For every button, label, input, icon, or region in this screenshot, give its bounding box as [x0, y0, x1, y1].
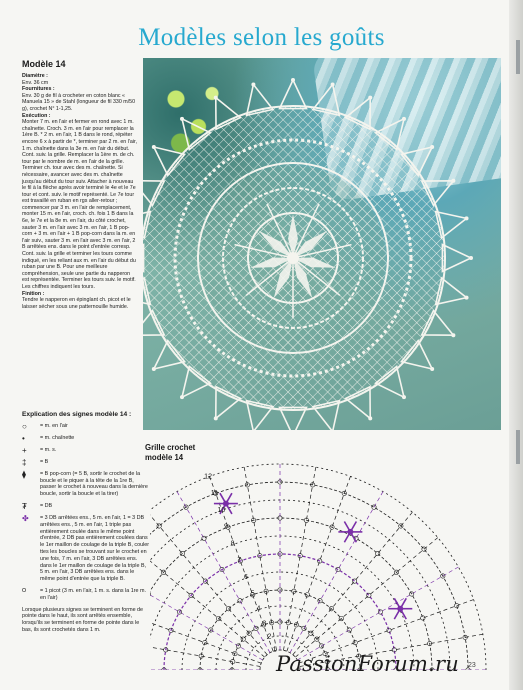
round-number: 11 — [210, 490, 219, 498]
round-number: 4 — [256, 605, 261, 613]
dimension-label: Diamètre : — [22, 73, 48, 79]
doily-illustration — [143, 58, 501, 430]
diagram-ray — [283, 467, 315, 650]
doily-picot — [368, 96, 372, 100]
doily-picot — [152, 367, 156, 371]
diagram-round-arc — [150, 464, 486, 670]
diagram-round-arc — [150, 500, 450, 670]
round-number: 12 — [204, 473, 212, 481]
edge-mark — [516, 430, 520, 464]
cluster-center — [223, 501, 229, 507]
round-number: 9 — [224, 523, 228, 531]
doily-spike — [280, 80, 307, 109]
model-title: Modèle 14 — [22, 59, 66, 69]
chain-mark — [421, 616, 425, 620]
diagram-label: Grille crochet modèle 14 — [145, 443, 196, 462]
single-crochet-icon: + — [22, 445, 27, 455]
chain-mark — [378, 610, 382, 614]
round-number: 6 — [243, 573, 248, 581]
legend-title: Explication des signes modèle 14 : — [22, 411, 132, 418]
double-crochet-icon: ‡ — [22, 457, 27, 467]
doily-picot — [451, 179, 455, 183]
execution-label: Exécution : — [22, 112, 51, 119]
supplies-text: Env. 30 g de fil à crocheter en coton blanc « Manuela 15 » de Stahl (longueur de fil 330 m/50 g), crochet N° 1-1,25. — [22, 92, 136, 112]
cluster-center — [397, 606, 403, 612]
finishing-label: Finition : — [22, 290, 45, 297]
legend-item: • = m. chaînette — [22, 433, 75, 443]
chain-mark — [238, 599, 242, 603]
doily-picot — [465, 216, 469, 220]
crochet-diagram — [150, 438, 505, 670]
round-number: 3 — [262, 620, 267, 628]
popcorn-icon: ⧫ — [22, 469, 26, 479]
doily-picot — [152, 145, 156, 149]
doily-picot — [180, 395, 184, 399]
legend-item: + = m. s. — [22, 445, 57, 455]
chain-mark — [376, 551, 380, 555]
legend-item: ᴼ = 1 picot (3 m. en l'air, 1 m. s. dans la 1re m. en l'air) — [22, 586, 147, 601]
legend-item: ✤ = 3 DB arrêtées ens., 5 m. en l'air, 1 = 3 DB arrêtées ens., 5 m. en l'air, 1 triple pas entièrement coulée dans le même point d'entrée, 2 DB pas entièrement coulées dans le 1er maillon de coulage de la triple B, couler ttes les boucles se trouvant sur le crochet en une fois, 7 m. en l'air, 3 DB arrêtées ens. dans le 1er maillon de coulage de la triple B, 5 m. en l'air, 3 DB arrêtées ens. dans le même point d'entrée que la triple B. — [22, 513, 150, 583]
supplies-label: Fournitures : — [22, 86, 55, 93]
round-number: 5 — [250, 590, 255, 598]
page-edge-strip — [509, 0, 523, 690]
doily-picot — [430, 367, 434, 371]
execution-text: Monter 7 m. en l'air et fermer en rond avec 1 m. chaînette. Croch. 3 m. en l'air pour remplacer la 1ère B. * 2 m. en l'air, 1 B dans le rond, répéter encore 6 x à partir de *, terminer par 2 m. en l'air, 1 m. chaînette dans la 3e m. en l'air du début. Cont. suiv. la grille. Remplacer la 1ère m. de ch. tour par le nombre de m. en l'air de la grille. Terminer ch. tour avec des m. chaînette. Si nécessaire, avancer avec des m. chaînette jusqu'au début du tour suiv. Attacher à nouveau le fil à la flèche après avoir terminé le 4e et le 7e tour et cont. suiv. le motif représenté. Le 7e tour est travaillé en ruban en rgs aller-retour ; commencer par 3 m. en l'air de remplacement, monter 15 m. en l'air, croch. ch. fois 1 B dans la 6e, le 7e et la 8e m. en l'air, du côté crochet, sauter 3 m. en l'air avec 3 m. en l'air, 1 B pop-corn + 3 m. en l'air + 1 B pop-corn dans la m. en l'air suiv., sauter 3 m. en l'air avec 3 m. en l'air, 2 B arrêtées ens. dans le point d'entrée corresp. Cont. suiv. la grille et terminer les tours comme indiqué, en les reliant aux m. en l'air du début du ruban par une B. Pour une meilleure compréhension, seule une partie du napperon est représentée. Terminer les tours suiv. le motif. Les chiffres indiquent les tours. — [22, 119, 137, 290]
doily-picot — [331, 82, 335, 86]
chain-mark — [347, 628, 351, 632]
doily-picot — [214, 416, 218, 420]
page-title: Modèles selon les goûts — [138, 24, 385, 51]
doily-picot — [291, 78, 295, 82]
dimension-value: Env. 36 cm — [22, 79, 49, 86]
page-number: 23 — [468, 662, 476, 669]
legend-item: ○ = m. en l'air — [22, 421, 68, 431]
doily-picot — [368, 416, 372, 420]
cluster-icon: ✤ — [22, 513, 29, 523]
doily-picot — [214, 96, 218, 100]
pattern-instructions — [22, 58, 138, 310]
legend-note: Lorsque plusieurs signes se terminent en forme de pointe dans le haut, ils sont arrêtés ensemble, lorsqu'ils se terminent en forme de pointe dans le bas, ils sont crochetés dans 1 m. — [22, 606, 144, 633]
legend-item: ‡ = B — [22, 457, 49, 467]
chain-mark — [226, 607, 230, 611]
round-number: 1 — [272, 646, 277, 654]
chain-stitch-icon: ○ — [22, 421, 27, 431]
round-number: 10 — [217, 506, 226, 514]
doily-picot — [469, 256, 473, 260]
chain-mark — [305, 593, 309, 597]
doily-picot — [402, 395, 406, 399]
watermark: PassionForum.ru — [276, 652, 459, 676]
legend-item: ₮ = DB — [22, 501, 53, 511]
doily-picot — [430, 145, 434, 149]
doily-picot — [251, 82, 255, 86]
doily-picot — [465, 296, 469, 300]
picot-icon: ᴼ — [22, 586, 27, 596]
slip-stitch-icon: • — [22, 433, 25, 443]
round-number: 7 — [237, 557, 242, 565]
symbol-legend — [22, 412, 150, 638]
diagram-round-arc — [150, 482, 468, 670]
legend-item: ⧫ = B pop-corn (= 5 B, sortir le crochet de la boucle et le piquer à la tête de la 1re B, passer le crochet à nouveau dans la dernière boucle, sortir la boucle et la tirer) — [22, 469, 148, 498]
finishing-text: Tendre le napperon en épinglant ch. picot et le laisser sécher sous une patternouille humide. — [22, 297, 131, 310]
round-number: 2 — [267, 633, 272, 641]
doily-picot — [402, 117, 406, 121]
treble-crochet-icon: ₮ — [22, 501, 27, 511]
doily-photo — [143, 58, 501, 430]
doily-picot — [180, 117, 184, 121]
doily-spike — [442, 245, 471, 272]
chain-mark — [422, 547, 426, 551]
round-number: 8 — [230, 540, 235, 548]
doily-picot — [451, 333, 455, 337]
cluster-center — [347, 529, 353, 535]
diagram-ray — [150, 634, 260, 666]
